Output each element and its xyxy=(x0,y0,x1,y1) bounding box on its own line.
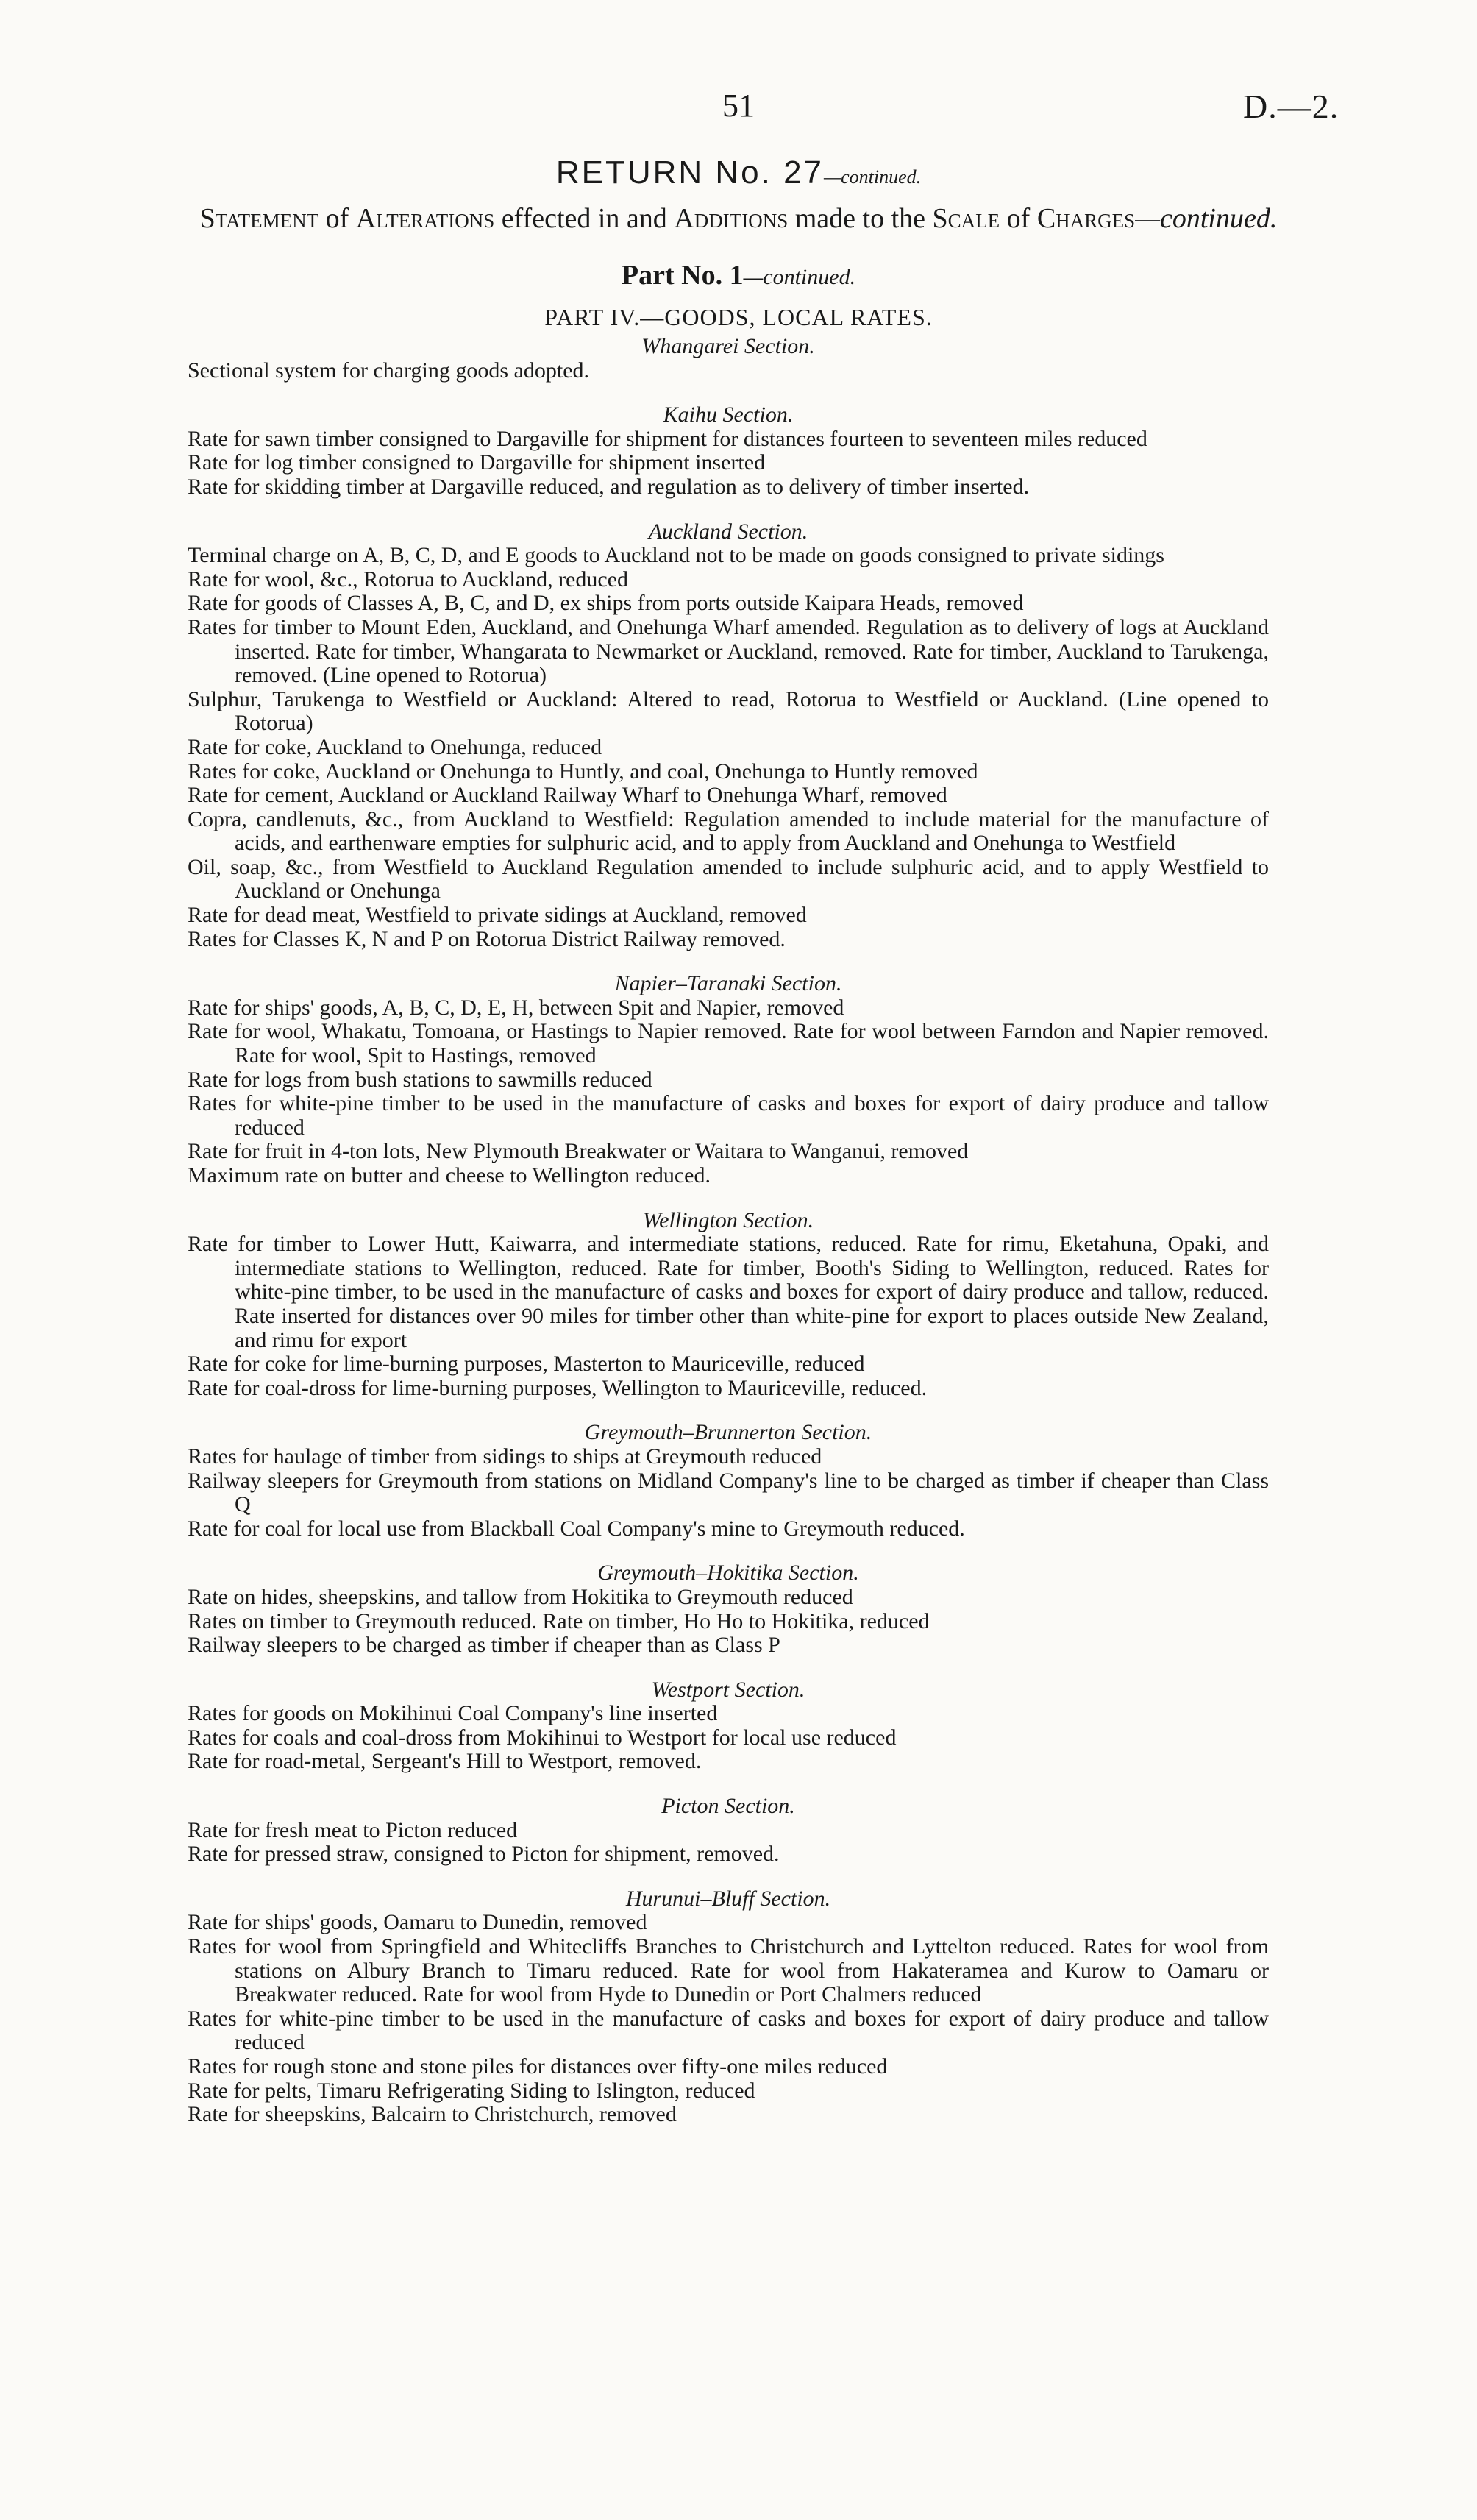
rate-entry: Rates for white-pine timber to be used in the manufacture of casks and boxes for export of dairy produce and tallow reduced xyxy=(188,1091,1269,1140)
rate-entry: Rate for logs from bush stations to sawmills reduced xyxy=(188,1067,652,1092)
rate-entry: Rate for fresh meat to Picton reduced xyxy=(188,1817,518,1842)
part-iv-heading: PART IV.—GOODS, LOCAL RATES. xyxy=(544,304,933,330)
rate-entry: Rates for goods on Mokihinui Coal Company's line inserted xyxy=(188,1701,718,1726)
rate-entry: Rate for pelts, Timaru Refrigerating Siding to Islington, reduced xyxy=(188,2078,755,2103)
return-title-continued: —continued. xyxy=(824,166,922,188)
document-reference: D.—2. xyxy=(1243,88,1339,125)
section-title: Westport Section. xyxy=(651,1677,805,1702)
statement-of: of xyxy=(318,203,356,234)
rate-entry: Copra, candlenuts, &c., from Auckland to Westfield: Regulation amended to include material for the manufacture of acids, and earthenware empties for sulphuric acid, and to apply from Auckland and Onehunga to Westfield xyxy=(188,806,1269,856)
statement-word: Statement xyxy=(199,203,319,234)
rate-entry: Rate for coke, Auckland to Onehunga, reduced xyxy=(188,734,602,759)
charges-word: Charges xyxy=(1036,203,1136,234)
rate-entry: Rates for white-pine timber to be used in the manufacture of casks and boxes for export of dairy produce and tallow reduced xyxy=(188,2006,1269,2055)
rate-entry: Rates on timber to Greymouth reduced. Rate on timber, Ho Ho to Hokitika, reduced xyxy=(188,1608,930,1633)
rate-entry: Rates for Classes K, N and P on Rotorua District Railway removed. xyxy=(188,926,786,951)
part-number-text: Part No. 1 xyxy=(621,260,744,291)
section-title: Greymouth–Hokitika Section. xyxy=(597,1561,859,1586)
rate-entry: Rate for fruit in 4-ton lots, New Plymouth Breakwater or Waitara to Wanganui, removed xyxy=(188,1139,969,1164)
additions-word: Additions xyxy=(674,203,789,234)
rate-entry: Sectional system for charging goods adopted. xyxy=(188,358,590,383)
rate-entry: Rates for rough stone and stone piles for distances over fifty-one miles reduced xyxy=(188,2054,888,2079)
rate-entry: Rate for road-metal, Sergeant's Hill to Westport, removed. xyxy=(188,1749,702,1774)
page-number: 51 xyxy=(722,88,755,124)
statement-mid: effected in and xyxy=(494,203,675,234)
rate-entry: Rate for coke for lime-burning purposes, Masterton to Mauriceville, reduced xyxy=(188,1352,865,1377)
rate-entry: Rates for wool from Springfield and Whitecliffs Branches to Christchurch and Lyttelton reduced. Rates for wool from stations on Albury Branch to Timaru reduced. Rate for wool from Hakateramea and Kurow to Oamaru or Breakwater reduced. Rate for wool from Hyde to Dunedin or Port Chalmers reduced xyxy=(188,1934,1269,2007)
rate-entry: Rate for skidding timber at Dargaville reduced, and regulation as to delivery of timber inserted. xyxy=(188,474,1030,499)
rate-entry: Maximum rate on butter and cheese to Wellington reduced. xyxy=(188,1163,711,1188)
section-title: Greymouth–Brunnerton Section. xyxy=(584,1420,872,1445)
rate-entry: Rate for sawn timber consigned to Dargaville for shipment for distances fourteen to seventeen miles reduced xyxy=(188,426,1147,451)
rate-entry: Rate for pressed straw, consigned to Picton for shipment, removed. xyxy=(188,1842,780,1867)
rate-entry: Rate for goods of Classes A, B, C, and D, ex ships from ports outside Kaipara Heads, removed xyxy=(188,591,1024,616)
statement-mid2: made to the xyxy=(788,203,933,234)
section-title: Hurunui–Bluff Section. xyxy=(625,1886,831,1911)
scale-word: Scale xyxy=(932,203,1000,234)
rate-entry: Rate on hides, sheepskins, and tallow from Hokitika to Greymouth reduced xyxy=(188,1584,853,1609)
return-title-text: RETURN No. 27 xyxy=(555,155,825,191)
alterations-word: Alterations xyxy=(355,203,495,234)
rate-entry: Oil, soap, &c., from Westfield to Auckland Regulation amended to include sulphuric acid, and to apply Westfield to Auckland or Onehunga xyxy=(188,854,1269,904)
statement-of2: of xyxy=(1000,203,1037,234)
rate-entry: Rates for coke, Auckland or Onehunga to Huntly, and coal, Onehunga to Huntly removed xyxy=(188,759,978,784)
rate-entry: Rates for coals and coal-dross from Mokihinui to Westport for local use reduced xyxy=(188,1725,897,1750)
section-title: Napier–Taranaki Section. xyxy=(614,971,842,996)
rate-entry: Railway sleepers for Greymouth from stations on Midland Company's line to be charged as timber if cheaper than Class Q xyxy=(188,1468,1269,1517)
section-title: Kaihu Section. xyxy=(663,402,794,427)
rate-entry: Railway sleepers to be charged as timber if cheaper than as Class P xyxy=(188,1633,780,1658)
statement-continued: —continued. xyxy=(1135,203,1278,234)
rate-entry: Terminal charge on A, B, C, D, and E goods to Auckland not to be made on goods consigned to private sidings xyxy=(188,543,1164,568)
rate-entry: Rate for ships' goods, A, B, C, D, E, H, between Spit and Napier, removed xyxy=(188,995,844,1020)
section-title: Picton Section. xyxy=(661,1794,795,1819)
rate-entry: Rates for haulage of timber from sidings to ships at Greymouth reduced xyxy=(188,1444,822,1469)
rate-entry: Rate for wool, &c., Rotorua to Auckland, reduced xyxy=(188,567,629,592)
rate-entry: Rate for timber to Lower Hutt, Kaiwarra, and intermediate stations, reduced. Rate for rimu, Eketahuna, Opaki, and intermediate stations to Wellington, reduced. Rate for timber, Booth's Siding to Wellington, reduced. Rates for white-pine timber, to be used in the manufacture of casks and boxes for export of dairy produce and tallow, reduced. Rate inserted for distances over 90 miles for timber other than white-pine for export to places outside New Zealand, and rimu for export xyxy=(188,1232,1269,1352)
section-title: Auckland Section. xyxy=(648,519,808,544)
rate-entry: Rate for cement, Auckland or Auckland Railway Wharf to Onehunga Wharf, removed xyxy=(188,783,947,808)
rate-entry: Rate for sheepskins, Balcairn to Christchurch, removed xyxy=(188,2102,677,2127)
part-number-continued: —continued. xyxy=(743,265,856,289)
section-title: Wellington Section. xyxy=(642,1207,814,1232)
rate-entry: Rate for wool, Whakatu, Tomoana, or Hastings to Napier removed. Rate for wool between Farndon and Napier removed. Rate for wool, Spit to Hastings, removed xyxy=(188,1019,1269,1068)
rate-entry: Sulphur, Tarukenga to Westfield or Auckland: Altered to read, Rotorua to Westfield or Auckland. (Line opened to Rotorua) xyxy=(188,686,1269,736)
rate-entry: Rate for ships' goods, Oamaru to Dunedin, removed xyxy=(188,1910,647,1935)
rate-entry: Rate for coal for local use from Blackball Coal Company's mine to Greymouth reduced. xyxy=(188,1516,965,1541)
rate-entry: Rate for dead meat, Westfield to private sidings at Auckland, removed xyxy=(188,903,807,928)
rate-entry: Rate for coal-dross for lime-burning purposes, Wellington to Mauriceville, reduced. xyxy=(188,1375,928,1400)
document-body xyxy=(188,0,1269,2127)
section-title: Whangarei Section. xyxy=(641,334,815,358)
rate-entry: Rate for log timber consigned to Dargaville for shipment inserted xyxy=(188,450,766,475)
rate-entry: Rates for timber to Mount Eden, Auckland, and Onehunga Wharf amended. Regulation as to delivery of logs at Auckland inserted. Rate for timber, Whangarata to Newmarket or Auckland, removed. Rate for timber, Auckland to Tarukenga, removed. (Line opened to Rotorua) xyxy=(188,614,1269,688)
